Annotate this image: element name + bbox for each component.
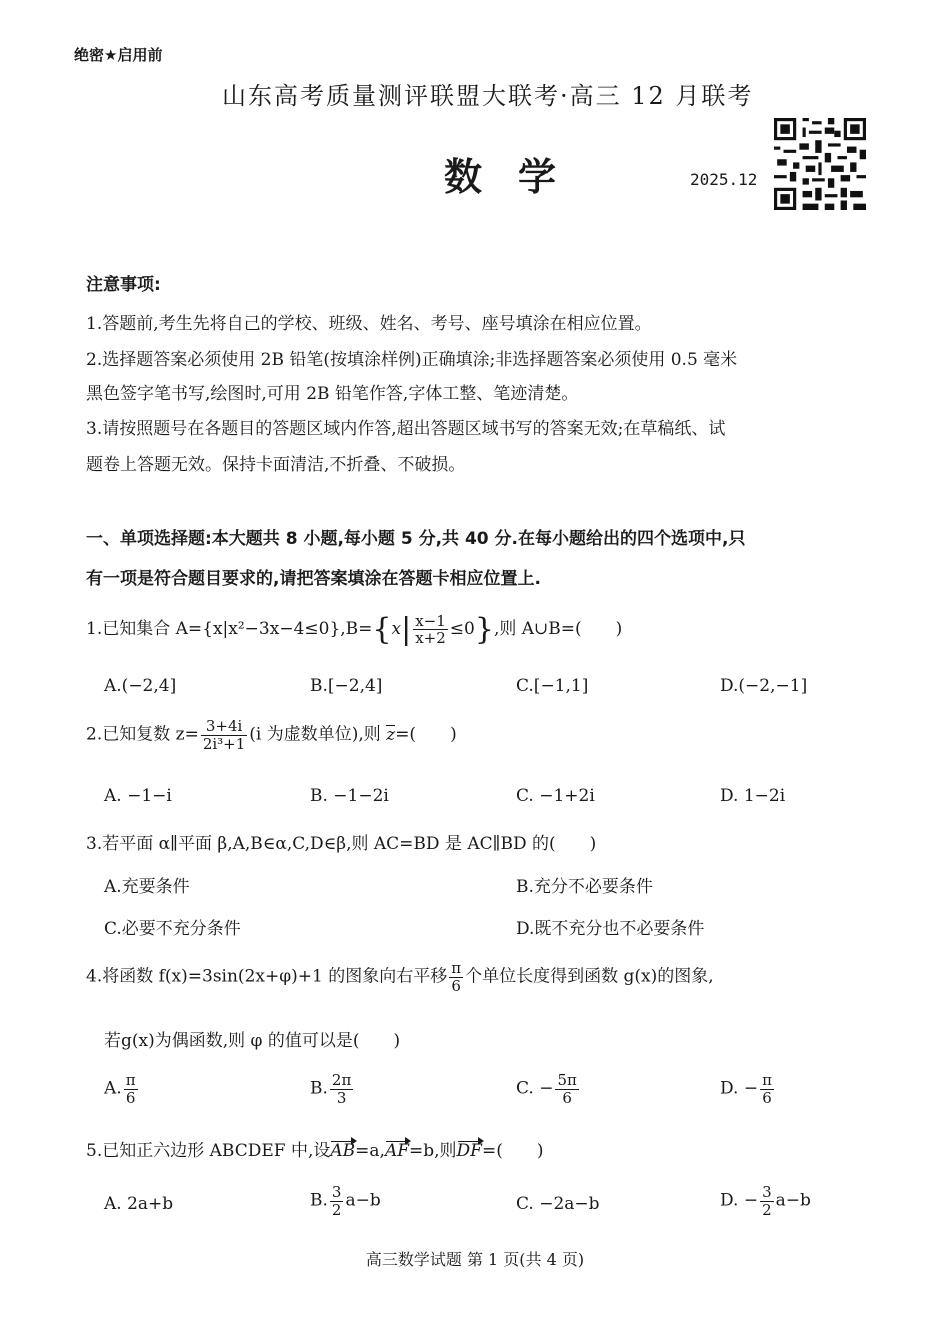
q4-a-label: A. <box>104 1078 122 1099</box>
q1-option-b[interactable]: B.[−2,4] <box>310 676 383 696</box>
q4-d-num: π <box>762 1071 772 1089</box>
q2-suffix: =( ) <box>395 724 457 745</box>
q4-prefix: 4.将函数 f(x)=3sin(2x+φ)+1 的图象向右平移 <box>86 966 448 987</box>
q1-condition: ≤0 <box>449 619 475 639</box>
q4-fraction <box>449 960 463 994</box>
q5-option-c[interactable]: C. −2a−b <box>516 1194 600 1214</box>
q4-c-fraction <box>555 1072 578 1106</box>
q5-d-label: D. − <box>720 1190 759 1211</box>
subject-title: 数学 <box>444 155 593 199</box>
q1-left-brace: { <box>372 612 392 647</box>
q4-option-c[interactable] <box>516 1072 581 1106</box>
q2-option-b[interactable]: B. −1−2i <box>310 786 389 806</box>
q4-suffix: 个单位长度得到函数 g(x)的图象, <box>465 966 714 987</box>
q1-option-c[interactable]: C.[−1,1] <box>516 676 589 696</box>
q2-frac-den: 2i³+1 <box>202 734 246 753</box>
section-heading-line-1: 一、单项选择题:本大题共 8 小题,每小题 5 分,共 40 分.在每小题给出的四个选项中,只 <box>86 529 746 549</box>
q4-b-den: 3 <box>336 1088 347 1107</box>
q2-option-d[interactable]: D. 1−2i <box>720 786 786 806</box>
q4-c-num: 5π <box>557 1071 577 1089</box>
q1-prefix: 1.已知集合 <box>86 619 176 639</box>
q2-middle: (i 为虚数单位),则 <box>249 724 387 745</box>
section-heading-line-2: 有一项是符合题目要求的,请把答案填涂在答题卡相应位置上. <box>86 569 541 589</box>
q4-a-num: π <box>125 1071 136 1089</box>
q5-vector-df: DF <box>456 1141 482 1161</box>
q5-vector-af: AF <box>384 1141 410 1161</box>
q5-b-den: 2 <box>331 1200 342 1219</box>
q4-b-num: 2π <box>331 1071 352 1089</box>
q4-b-fraction <box>330 1072 353 1106</box>
q4-b-label: B. <box>310 1078 328 1099</box>
q5-b-label: B. <box>310 1190 328 1211</box>
q4-option-a[interactable] <box>104 1072 140 1106</box>
q1-set-a: A={x|x²−3x−4≤0},B= <box>175 619 373 639</box>
q5-b-num: 3 <box>331 1183 342 1201</box>
q5-d-num: 3 <box>762 1183 772 1201</box>
q5-b-tail: a−b <box>345 1190 381 1211</box>
notice-line-3b: 题卷上答题无效。保持卡面清洁,不折叠、不破损。 <box>86 455 466 475</box>
q5-option-b[interactable] <box>310 1184 381 1218</box>
exam-date: 2025.12 <box>690 170 758 189</box>
notice-line-1: 1.答题前,考生先将自己的学校、班级、姓名、考号、座号填涂在相应位置。 <box>86 314 652 334</box>
q4-option-b[interactable] <box>310 1072 355 1106</box>
qr-code-icon <box>774 118 866 210</box>
q3-option-c[interactable]: C.必要不充分条件 <box>104 919 241 939</box>
q1-variable: x <box>391 619 402 639</box>
q4-d-den: 6 <box>762 1088 772 1107</box>
q2-option-c[interactable]: C. −1+2i <box>516 786 595 806</box>
q4-c-label: C. − <box>516 1078 554 1099</box>
q4-frac-num: π <box>451 959 462 977</box>
q5-d-tail: a−b <box>775 1190 811 1211</box>
question-2-stem <box>86 718 457 752</box>
exam-title: 山东高考质量测评联盟大联考·高三 12 月联考 <box>222 82 754 110</box>
q4-option-d[interactable] <box>720 1072 776 1106</box>
q4-d-label: D. − <box>720 1078 759 1099</box>
q1-bar: | <box>401 612 412 647</box>
q4-c-den: 6 <box>562 1088 572 1107</box>
q1-option-a[interactable]: A.(−2,4] <box>104 676 177 696</box>
q4-frac-den: 6 <box>451 976 461 995</box>
question-4-stem-line-1 <box>86 960 714 994</box>
q4-a-den: 6 <box>125 1088 136 1107</box>
q5-b-fraction <box>330 1184 344 1218</box>
q4-d-fraction <box>760 1072 774 1106</box>
q1-suffix: ,则 A∪B=( ) <box>493 619 623 639</box>
q2-z-conjugate: z <box>386 724 396 745</box>
notice-line-2b: 黑色签字笔书写,绘图时,可用 2B 铅笔作答,字体工整、笔迹清楚。 <box>86 384 579 404</box>
question-3-stem: 3.若平面 α∥平面 β,A,B∈α,C,D∈β,则 AC=BD 是 AC∥BD 的( ) <box>86 834 597 854</box>
question-5-stem <box>86 1136 544 1161</box>
q3-option-d[interactable]: D.既不充分也不必要条件 <box>516 919 705 939</box>
notice-heading: 注意事项: <box>86 275 161 295</box>
q5-eq2: =b,则 <box>409 1141 457 1161</box>
q3-option-b[interactable]: B.充分不必要条件 <box>516 877 653 897</box>
q2-frac-num: 3+4i <box>201 718 247 736</box>
q2-option-a[interactable]: A. −1−i <box>104 786 172 806</box>
q5-vector-ab: AB <box>330 1141 356 1161</box>
page-footer: 高三数学试题 第 1 页(共 4 页) <box>365 1250 585 1269</box>
q5-suffix: =( ) <box>481 1141 544 1161</box>
q5-eq1: =a, <box>355 1141 385 1161</box>
notice-line-3a: 3.请按照题号在各题目的答题区域内作答,超出答题区域书写的答案无效;在草稿纸、试 <box>86 419 726 439</box>
notice-line-2a: 2.选择题答案必须使用 2B 铅笔(按填涂样例)正确填涂;非选择题答案必须使用 0.5 毫米 <box>86 350 738 370</box>
question-1-stem <box>86 612 622 647</box>
q1-option-d[interactable]: D.(−2,−1] <box>720 676 808 696</box>
q5-d-fraction <box>760 1184 774 1218</box>
q2-prefix: 2.已知复数 z= <box>86 724 199 745</box>
q1-right-brace: } <box>474 612 494 647</box>
q1-fraction <box>413 613 448 647</box>
q1-frac-den: x+2 <box>415 629 446 647</box>
q5-option-d[interactable] <box>720 1184 811 1218</box>
question-4-stem-line-2: 若g(x)为偶函数,则 φ 的值可以是( ) <box>104 1031 401 1051</box>
q5-option-a[interactable]: A. 2a+b <box>104 1194 174 1214</box>
confidential-mark: 绝密★启用前 <box>74 46 163 64</box>
q3-option-a[interactable]: A.充要条件 <box>104 877 190 897</box>
q5-prefix: 5.已知正六边形 ABCDEF 中,设 <box>86 1141 331 1161</box>
q2-fraction <box>201 718 247 752</box>
q4-a-fraction <box>124 1072 138 1106</box>
q5-d-den: 2 <box>762 1200 772 1219</box>
q1-frac-num: x−1 <box>415 611 446 630</box>
